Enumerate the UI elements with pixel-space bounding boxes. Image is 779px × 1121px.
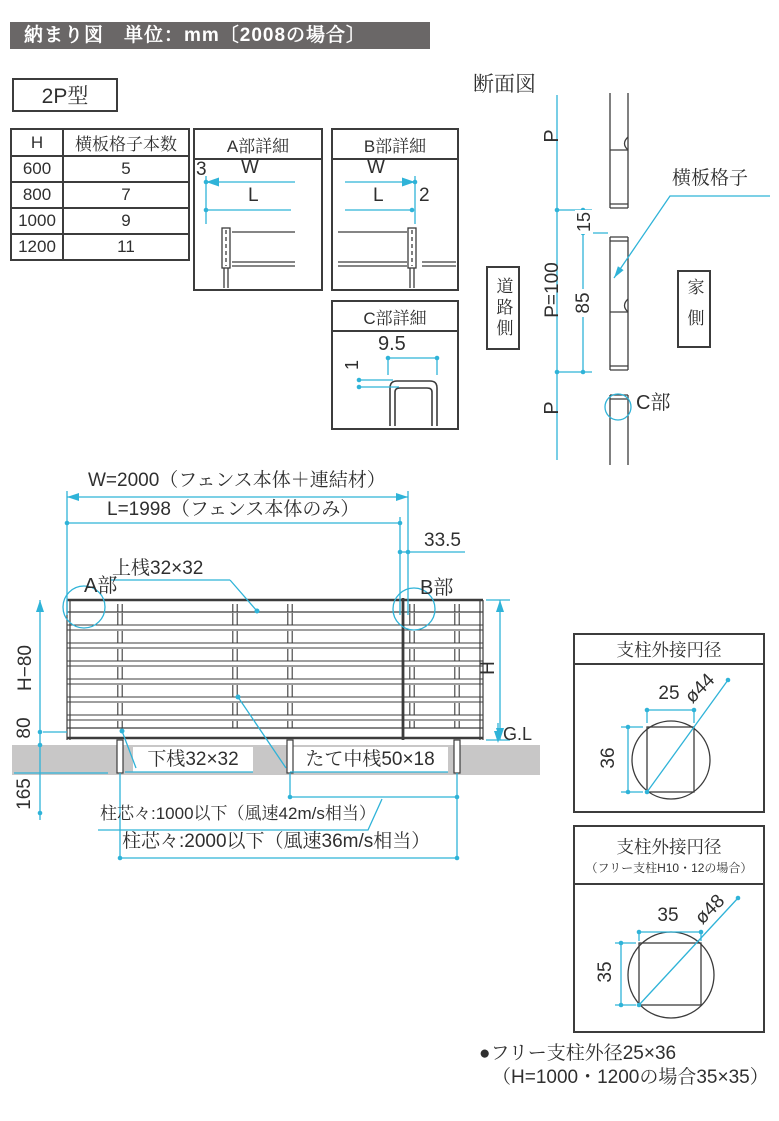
detail-b-dim-l: L [373,185,384,206]
detail-a-dim-3: 3 [196,159,207,180]
dim-165: 165 [14,778,36,810]
board-label: 横板格子 [672,168,749,189]
post2-height-35: 35 [595,961,617,983]
footnote-line2: （H=1000・1200の場合35×35） [492,1067,769,1088]
spec-table [10,128,190,261]
section-title: 断面図 [473,73,536,96]
pitch-2000-note: 柱芯々:2000以下（風速36m/s相当） [122,831,431,852]
spec-h-1200: 1200 [11,234,63,260]
section-pitch: P=100 [542,262,564,318]
table-row [11,182,189,208]
section-p-top: P [540,129,563,143]
w-dimension: W=2000（フェンス本体＋連結材） [88,470,386,491]
post1-diameter: ø44 [681,669,720,708]
ground-level-label: G.L [503,724,533,744]
pitch-1000-note: 柱芯々:1000以下（風速42m/s相当） [100,804,376,823]
spec-col-h: H [11,129,63,156]
house-side-box: 家側 [677,270,711,348]
detail-c-dim-95: 9.5 [378,333,406,355]
page-title: 納まり図 単位：mm〔2008の場合〕 [10,22,430,49]
model-type-label: 2P型 [12,78,118,112]
table-row [11,156,189,182]
section-p-bottom: P [540,401,563,415]
detail-c-title: C部詳細 [333,302,457,332]
detail-a-dim-l: L [248,185,259,206]
post2-diameter: ø48 [691,890,730,929]
section-gap-15: 15 [573,211,594,233]
section-c-part: C部 [636,392,671,414]
detail-b-dim-w: W [367,157,385,178]
table-row [11,234,189,260]
spec-header-row [11,129,189,156]
post-circle-2-subtitle: （フリー支柱H10・12の場合） [585,861,753,875]
l-dimension: L=1998（フェンス本体のみ） [107,499,360,520]
post-circle-2-titlearea [575,827,763,885]
spec-n-800: 7 [63,182,189,208]
spec-n-600: 5 [63,156,189,182]
spec-n-1200: 11 [63,234,189,260]
spec-h-1000: 1000 [11,208,63,234]
post-circle-1-title: 支柱外接円径 [575,635,763,665]
detail-b-dim-2: 2 [419,185,430,206]
detail-a-dim-w: W [241,157,259,178]
road-side-box: 道路側 [486,266,520,350]
spec-h-600: 600 [11,156,63,182]
detail-a-title: A部詳細 [195,130,321,160]
section-board-85: 85 [575,289,593,317]
bottom-rail-label: 下桟32×32 [133,747,253,772]
dim-80: 80 [14,717,36,739]
spec-h-800: 800 [11,182,63,208]
h-minus-80: H−80 [15,645,37,691]
h-dimension: H [478,661,500,675]
post-circle-2-title: 支柱外接円径 [616,837,722,857]
footnote-line1: ●フリー支柱外径25×36 [479,1043,677,1064]
spec-col-count: 横板格子本数 [63,129,189,156]
post2-width-35: 35 [657,905,679,926]
spec-n-1000: 9 [63,208,189,234]
a-part-label: A部 [84,575,118,597]
offset-33-5: 33.5 [424,530,461,551]
post1-width-25: 25 [658,683,680,704]
post1-height-36: 36 [598,747,620,769]
top-rail-label: 上桟32×32 [112,558,204,579]
detail-b-drawing [331,158,459,289]
mid-rail-label: たて中桟50×18 [292,747,448,772]
detail-b-title: B部詳細 [333,130,457,160]
section-drawing [480,88,779,465]
table-row [11,208,189,234]
b-part-label: B部 [420,577,454,599]
detail-c-dim-1: 1 [341,360,362,371]
